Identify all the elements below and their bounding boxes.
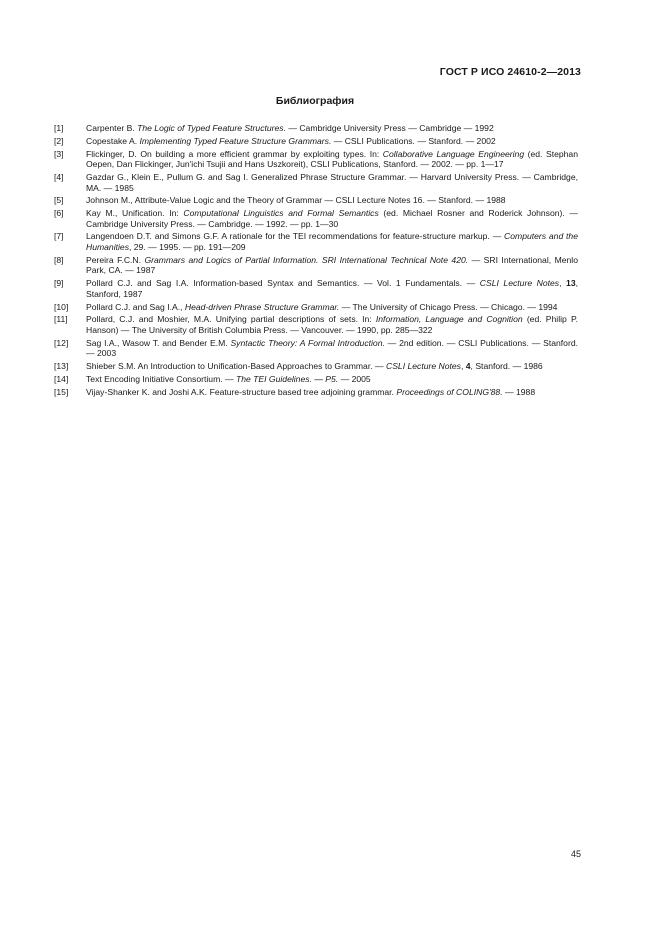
bibliography-entry <box>54 302 578 313</box>
reference-number: [12] <box>54 337 69 348</box>
reference-number: [10] <box>54 301 69 312</box>
reference-text <box>86 172 578 193</box>
reference-text <box>86 255 578 276</box>
bibliography-entry <box>54 195 578 206</box>
reference-volume: 4 <box>465 361 471 372</box>
reference-number: [5] <box>54 195 64 206</box>
reference-title: Collaborative Language Engineering <box>382 148 525 159</box>
reference-text <box>86 387 578 398</box>
reference-text <box>86 208 578 229</box>
reference-segment: Flickinger, D. On building a more efficient grammar by exploiting types. In: <box>86 148 383 159</box>
reference-segment: , <box>460 361 466 372</box>
reference-segment: — 1988 <box>502 386 536 397</box>
reference-segment: Pollard C.J. and Sag I.A. Information-based Syntax and Semantics. — Vol. 1 Fundamentals. — <box>86 278 480 289</box>
reference-segment: Johnson M., Attribute-Value Logic and the Theory of Grammar — CSLI Lecture Notes 16. — Stanford. — 1988 <box>86 195 506 206</box>
bibliography-entry <box>54 278 578 299</box>
reference-number: [14] <box>54 373 69 384</box>
reference-text <box>86 338 578 359</box>
bibliography-entry <box>54 123 578 134</box>
reference-title: Proceedings of COLING'88. <box>396 386 503 397</box>
reference-title: Grammars and Logics of Partial Information. SRI International Technical Note 420. <box>144 254 469 265</box>
bibliography-entry <box>54 231 578 252</box>
reference-number: [11] <box>54 314 68 325</box>
bibliography-entry <box>54 374 578 385</box>
reference-number: [8] <box>54 254 64 265</box>
reference-text <box>86 136 578 147</box>
reference-text <box>86 195 578 206</box>
reference-segment: Gazdar G., Klein E., Pullum G. and Sag I. Generalized Phrase Structure Grammar. — Harvard University Press. — Cambridge, MA. — 1985 <box>86 171 578 193</box>
reference-segment: Sag I.A., Wasow T. and Bender E.M. <box>86 337 231 348</box>
reference-segment: — CSLI Publications. — Stanford. — 2002 <box>331 135 496 146</box>
reference-number: [2] <box>54 135 64 146</box>
reference-number: [13] <box>54 361 69 372</box>
reference-segment: , Stanford, 1987 <box>86 278 578 299</box>
reference-text <box>86 302 578 313</box>
reference-segment: Shieber S.M. An Introduction to Unification-Based Approaches to Grammar. — <box>86 361 386 372</box>
reference-segment: — 2005 <box>338 373 371 384</box>
bibliography-entry <box>54 136 578 147</box>
reference-title: Head-driven Phrase Structure Grammar. <box>184 301 340 312</box>
reference-text <box>86 123 578 134</box>
reference-title: The TEI Guidelines. — P5. <box>235 373 339 384</box>
reference-segment: Text Encoding Initiative Consortium. — <box>86 373 236 384</box>
document-header: ГОСТ Р ИСО 24610-2—2013 <box>439 66 581 78</box>
reference-title: Syntactic Theory: A Formal Introduction. <box>230 337 385 348</box>
reference-text <box>86 149 578 170</box>
reference-text <box>86 374 578 385</box>
bibliography-entry <box>54 172 578 193</box>
bibliography-entry <box>54 361 578 372</box>
reference-number: [3] <box>54 148 64 159</box>
reference-segment: Copestake A. <box>86 135 140 146</box>
reference-number: [1] <box>54 123 64 133</box>
reference-segment: , Stanford. — 1986 <box>470 361 543 372</box>
reference-number: [7] <box>54 231 64 242</box>
reference-segment: (ed. Philip P. Hanson) — The University of British Columbia Press. — Vancouver. — 1990, pp. 285—322 <box>86 314 578 335</box>
reference-segment: , <box>559 278 567 289</box>
page-title: Библиография <box>275 95 355 107</box>
reference-text <box>86 231 578 252</box>
reference-volume: 13 <box>566 278 576 289</box>
reference-segment: Langendoen D.T. and Simons G.F. A rationale for the TEI recommendations for feature-structure markup. — <box>86 231 505 242</box>
reference-segment: Vijay-Shanker K. and Joshi A.K. Feature-structure based tree adjoining grammar. <box>86 386 397 397</box>
reference-segment: — SRI International, Menlo Park, CA. — 1987 <box>86 254 578 276</box>
page-number: 45 <box>570 849 581 859</box>
reference-segment: , 29. — 1995. — pp. 191—209 <box>129 242 246 253</box>
bibliography-entry <box>54 314 578 335</box>
reference-segment: Pollard C.J. and Sag I.A., <box>86 301 185 312</box>
reference-segment: — Cambridge University Press — Cambridge — 1992 <box>285 123 494 133</box>
bibliography-entry <box>54 387 578 398</box>
reference-text <box>86 278 578 299</box>
reference-segment: — 2nd edition. — CSLI Publications. — Stanford. — 2003 <box>86 337 578 359</box>
bibliography-entry <box>54 208 578 229</box>
bibliography-entry <box>54 149 578 170</box>
reference-text <box>86 314 578 335</box>
reference-title: Computers and the Humanities <box>86 231 578 253</box>
reference-title: The Logic of Typed Feature Structures. <box>137 123 286 133</box>
bibliography-entry <box>54 255 578 276</box>
reference-number: [4] <box>54 171 64 182</box>
reference-segment: Kay M., Unification. In: <box>86 208 184 219</box>
bibliography-entry <box>54 338 578 359</box>
reference-segment: Pereira F.C.N. <box>86 254 145 265</box>
reference-title: CSLI Lecture Notes <box>385 361 461 372</box>
reference-title: CSLI Lecture Notes <box>479 278 560 289</box>
reference-text <box>86 361 578 372</box>
bibliography-list <box>54 123 578 399</box>
reference-title: Information, Language and Cognition <box>375 314 523 325</box>
reference-number: [15] <box>54 386 69 397</box>
reference-segment: — The University of Chicago Press. — Chicago. — 1994 <box>339 301 558 312</box>
reference-title: Implementing Typed Feature Structure Grammars. <box>139 135 332 146</box>
reference-title: Computational Linguistics and Formal Semantics <box>183 208 379 219</box>
reference-segment: Pollard, C.J. and Moshier, M.A. Unifying partial descriptions of sets. In: <box>86 314 376 325</box>
reference-number: [9] <box>54 278 64 289</box>
reference-segment: Carpenter B. <box>86 123 138 133</box>
reference-segment: (ed. Michael Rosner and Roderick Johnson). — Cambridge University Press. — Cambridge. — 1992. — pp. 1—30 <box>86 208 578 229</box>
reference-number: [6] <box>54 208 64 219</box>
reference-segment: (ed. Stephan Oepen, Dan Flickinger, Jun'ichi Tsujii and Hans Uszkoreit), CSLI Publications, Stanford. — 2002. — pp. 1—17 <box>86 148 578 170</box>
